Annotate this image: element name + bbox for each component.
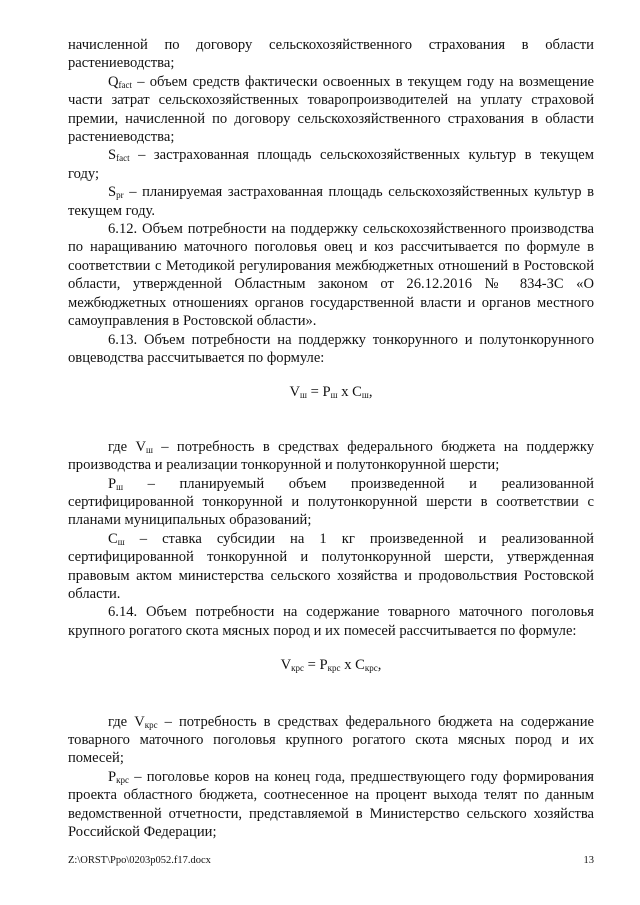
- symbol: C: [108, 530, 118, 547]
- definition-text: – застрахованная площадь сельскохозяйственных культур в текущем году;: [68, 147, 594, 182]
- formula-cattle: $V_{крс} = P_{крс}$ х $C_{крс}$,: [280, 657, 382, 674]
- symbol-subscript: fact: [116, 153, 130, 164]
- definition-text: – объем средств фактически освоенных в текущем году на возмещение части затрат сельскохозяйственных товаропроизводителей на уплату страховой премии, начисленной по договору сельскохозяйственного страхования в области растениеводства;: [68, 73, 594, 146]
- paragraph-q-fact: [68, 73, 594, 147]
- paragraph-v-sh: [68, 438, 594, 475]
- symbol-subscript: pr: [116, 190, 124, 201]
- paragraph-v-krs: [68, 713, 594, 768]
- symbol-subscript: крс: [116, 774, 129, 785]
- symbol: P: [108, 768, 117, 785]
- definition-text: – поголовье коров на конец года, предшествующего году формирования проекта областного бюджета, соотнесенное на процент выхода телят по данным ведомственной отчетности, представляемой в Министерство сельского хозяйства Российской Федерации;: [68, 768, 594, 841]
- paragraph-p-sh: [68, 475, 594, 530]
- paragraph-6-13: 6.13. Объем потребности на поддержку тонкорунного и полутонкорунного овцеводства рассчитывается по формуле:: [68, 331, 594, 366]
- symbol: S: [108, 147, 117, 164]
- symbol-subscript: крс: [144, 719, 158, 730]
- definition-text: – ставка субсидии на 1 кг произведенной и реализованной сертифицированной тонкорунной и полутонкорунной шерсти, утвержденная правовым актом министерства сельского хозяйства и продовольствия Ростовской области.: [68, 530, 594, 602]
- paragraph-s-fact: [68, 146, 594, 183]
- definition-text: – потребность в средствах федерального бюджета на поддержку производства и реализации тонкорунной и полутонкорунной шерсти;: [68, 438, 594, 474]
- definition-text: – планируемый объем произведенной и реализованной сертифицированной тонкорунной и полутонкорунной шерсти в соответствии с планами муниципальных образований;: [68, 475, 594, 529]
- symbol: S: [108, 184, 117, 201]
- definition-prefix: где V: [108, 438, 147, 455]
- paragraph-6-14: 6.14. Объем потребности на содержание товарного маточного поголовья крупного рогатого скота мясных пород и их помесей рассчитывается по формуле:: [68, 604, 594, 639]
- symbol: P: [108, 475, 117, 492]
- symbol-subscript: fact: [118, 79, 133, 90]
- symbol-subscript: ш: [146, 444, 153, 455]
- paragraph-0: начисленной по договору сельскохозяйственного страхования в области растениеводства;: [68, 37, 594, 72]
- paragraph-c-sh: [68, 530, 594, 604]
- symbol-subscript: ш: [117, 536, 125, 547]
- page-number: 13: [583, 855, 594, 866]
- symbol: Q: [108, 73, 119, 90]
- paragraph-s-pr: [68, 183, 594, 220]
- paragraph-p-krs: [68, 768, 594, 842]
- definition-text: – потребность в средствах федерального бюджета на содержание товарного маточного поголовья крупного рогатого скота мясных пород и их помесей;: [68, 713, 594, 767]
- definition-text: – планируемая застрахованная площадь сельскохозяйственных культур в текущем году.: [68, 184, 594, 219]
- file-path: Z:\ORST\Ppo\0203p052.f17.docx: [68, 855, 211, 866]
- symbol-subscript: ш: [116, 481, 124, 492]
- document-page: [68, 36, 594, 841]
- definition-prefix: где V: [108, 713, 145, 730]
- formula-wool: $V_ш = P_ш$ х $C_ш$,: [289, 384, 373, 401]
- paragraph-6-12: 6.12. Объем потребности на поддержку сельскохозяйственного производства по наращиванию маточного поголовья овец и коз рассчитывается по формуле в соответствии с Методикой регулирования межбюджетных отношений в Ростовской области, утвержденной Областным законом от 26.12.2016 № 834-ЗС «О межбюджетных отношениях органов государственной власти и органов местного самоуправления в Ростовской области».: [68, 221, 594, 330]
